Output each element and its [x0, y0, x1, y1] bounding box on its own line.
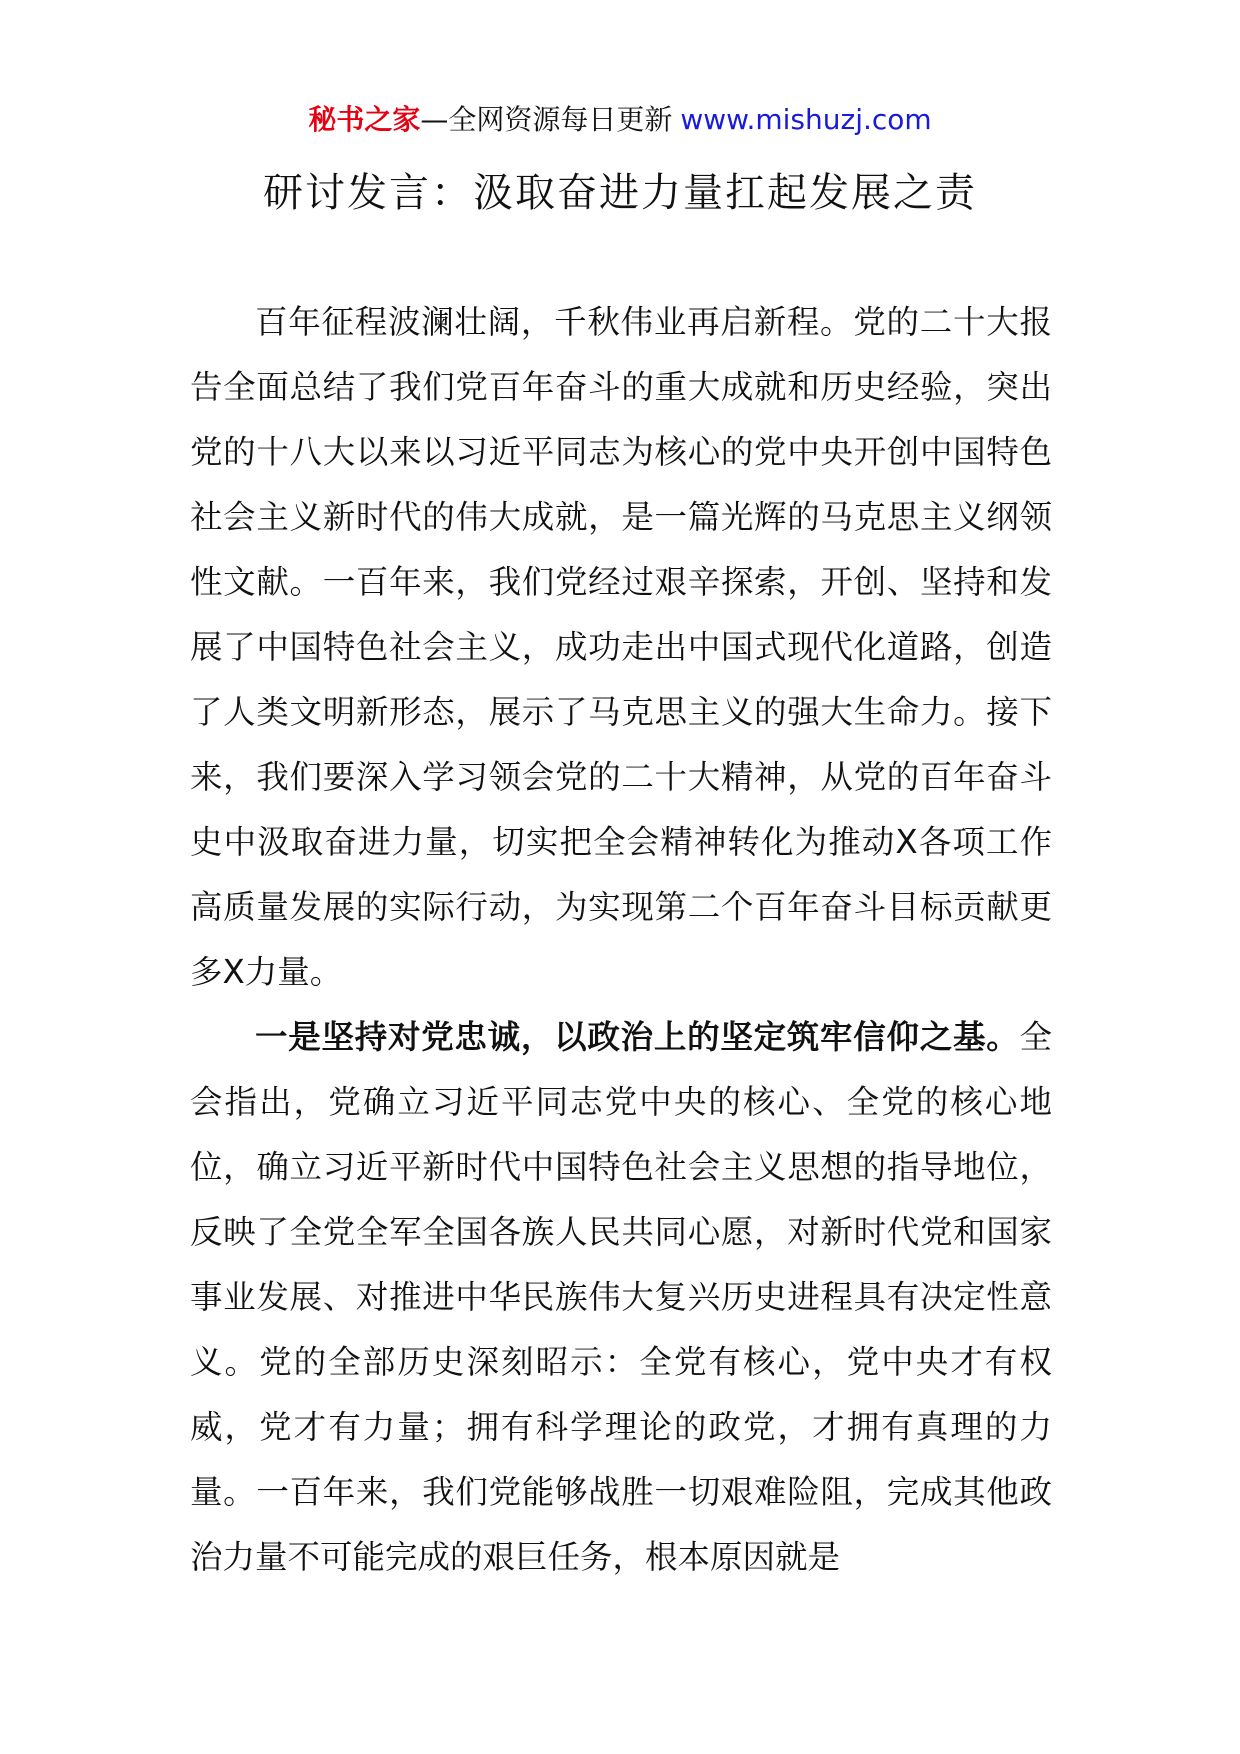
site-tagline: —全网资源每日更新: [420, 103, 673, 136]
paragraph-2: [190, 1005, 1052, 1590]
paragraph-1-text: 百年征程波澜壮阔，千秋伟业再启新程。党的二十大报告全面总结了我们党百年奋斗的重大成就和历史经验，突出党的十八大以来以习近平同志为核心的党中央开创中国特色社会主义新时代的伟大成就，是一篇光辉的马克思主义纲领性文献。一百年来，我们党经过艰辛探索，开创、坚持和发展了中国特色社会主义，成功走出中国式现代化道路，创造了人类文明新形态，展示了马克思主义的强大生命力。接下来，我们要深入学习领会党的二十大精神，从党的百年奋斗史中汲取奋进力量，切实把全会精神转化为推动X各项工作高质量发展的实际行动，为实现第二个百年奋斗目标贡献更多X力量。: [190, 303, 1052, 991]
paragraph-2-text: 全会指出，党确立习近平同志党中央的核心、全党的核心地位，确立习近平新时代中国特色社会主义思想的指导地位，反映了全党全军全国各族人民共同心愿，对新时代党和国家事业发展、对推进中华民族伟大复兴历史进程具有决定性意义。党的全部历史深刻昭示：全党有核心，党中央才有权威，党才有力量；拥有科学理论的政党，才拥有真理的力量。一百年来，我们党能够战胜一切艰难险阻，完成其他政治力量不可能完成的艰巨任务，根本原因就是: [190, 1018, 1052, 1576]
paragraph-1: [190, 290, 1052, 1005]
document-body: [190, 290, 1052, 1590]
document-title: 研讨发言：汲取奋进力量扛起发展之责: [263, 170, 977, 216]
site-header: [0, 100, 1240, 140]
site-url-link[interactable]: www.mishuzj.com: [680, 103, 932, 136]
paragraph-2-lead: 一是坚持对党忠诚，以政治上的坚定筑牢信仰之基。: [255, 1018, 1020, 1056]
brand-name: 秘书之家: [308, 103, 421, 136]
